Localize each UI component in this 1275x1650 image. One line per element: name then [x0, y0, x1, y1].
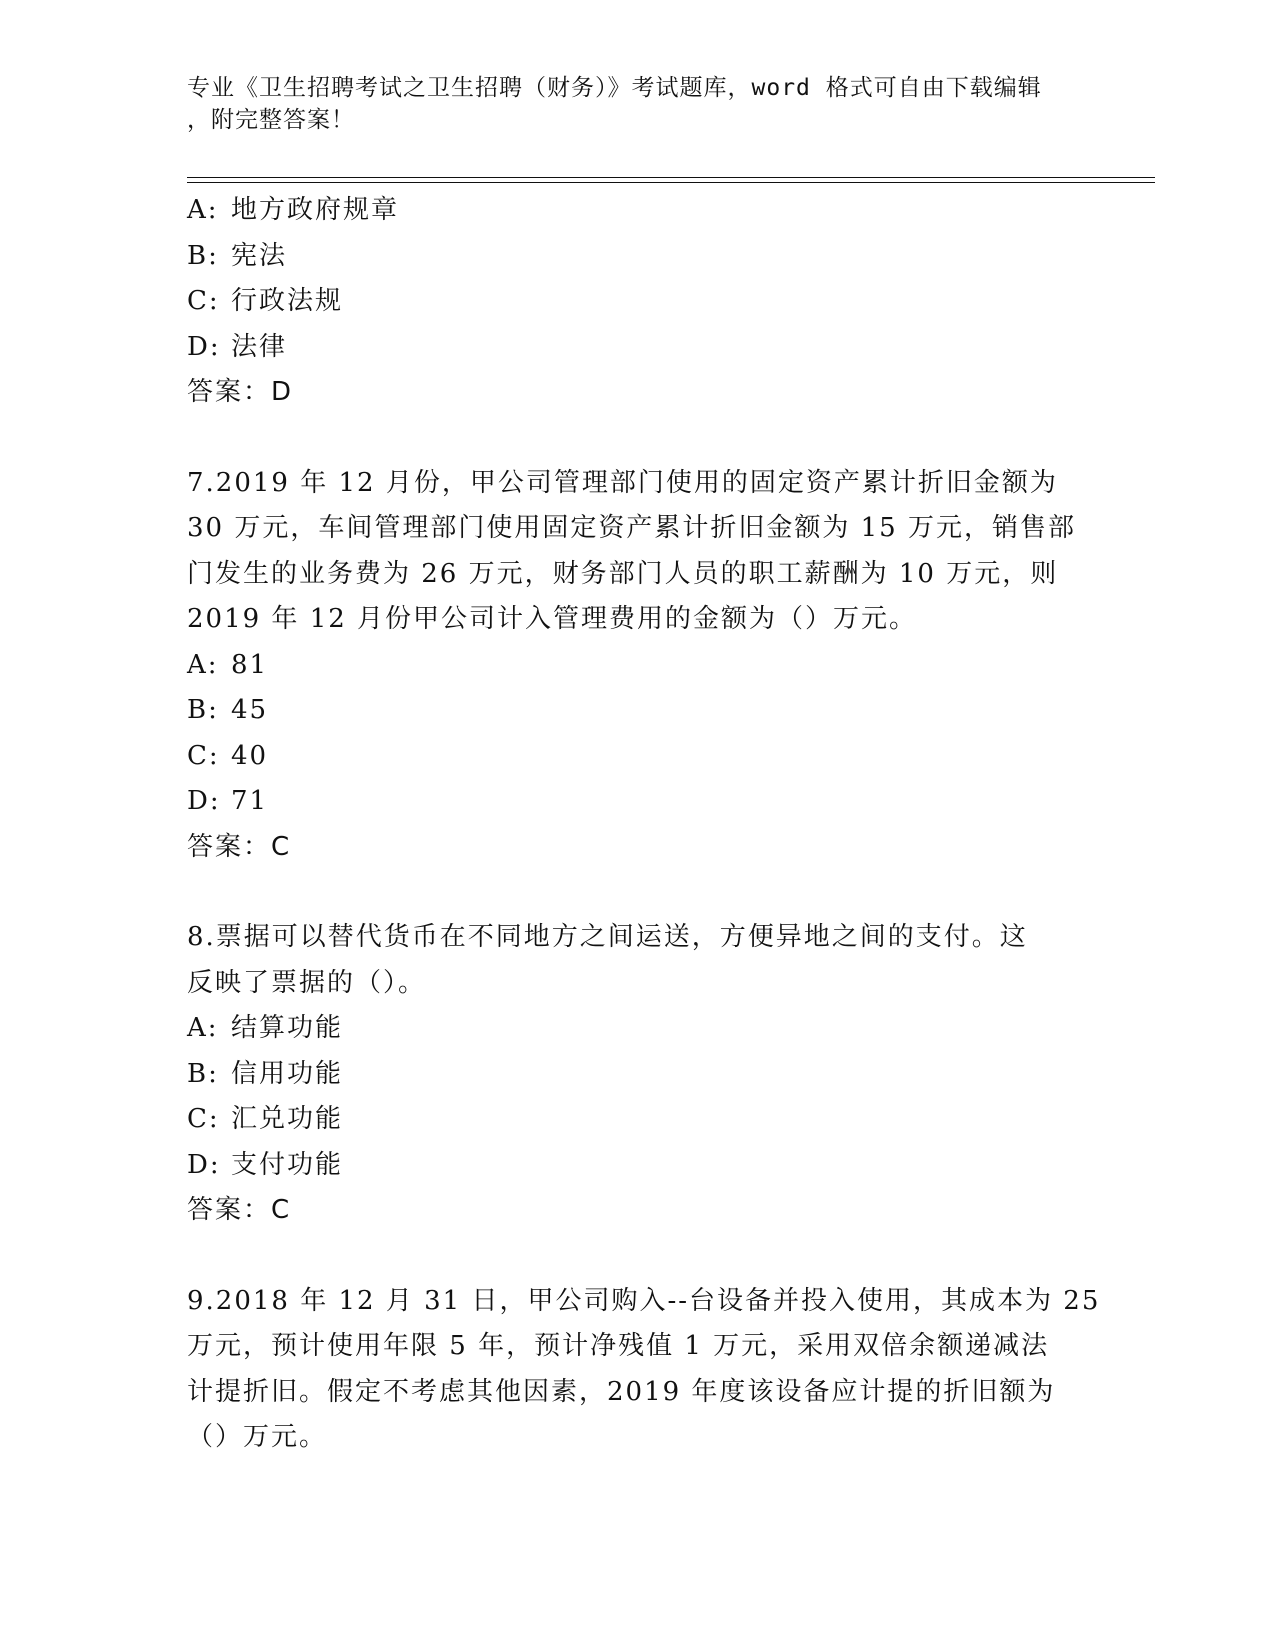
- answer-line: 答案：D: [187, 377, 294, 407]
- question-7: [187, 461, 1087, 871]
- option-text: 法律: [231, 331, 288, 362]
- document-header: [187, 72, 1067, 136]
- option-b: [187, 234, 1087, 280]
- option-key: B:: [187, 1058, 219, 1089]
- option-key: C:: [187, 286, 220, 316]
- option-text: 71: [231, 786, 269, 816]
- question-text-line: 计提折旧。假定不考虑其他因素，2019 年度该设备应计提的折旧额为: [187, 1376, 1056, 1407]
- option-text: 81: [231, 649, 269, 680]
- question-text-line: 2019 年 12 月份甲公司计入管理费用的金额为（）万元。: [187, 604, 918, 634]
- option-key: C:: [187, 1104, 220, 1134]
- option-text: 45: [231, 695, 269, 725]
- option-a: [187, 1006, 1087, 1052]
- option-key: A:: [187, 195, 219, 225]
- option-key: D:: [187, 331, 221, 362]
- option-key: A:: [187, 649, 219, 680]
- question-text-line: 万元，预计使用年限 5 年，预计净残值 1 万元，采用双倍余额递减法: [187, 1331, 1050, 1361]
- option-key: B:: [187, 695, 219, 725]
- option-d: [187, 325, 1087, 371]
- option-d: [187, 1143, 1087, 1189]
- option-text: 结算功能: [231, 1013, 344, 1043]
- option-d: [187, 779, 1087, 825]
- option-text: 支付功能: [231, 1149, 344, 1180]
- option-key: D:: [187, 1149, 221, 1180]
- option-c: [187, 734, 1087, 780]
- question-text-line: 门发生的业务费为 26 万元，财务部门人员的职工薪酬为 10 万元，则: [187, 558, 1059, 589]
- option-a: [187, 643, 1087, 689]
- previous-question-block: [187, 188, 1087, 416]
- header-divider-top: [187, 177, 1155, 178]
- option-b: [187, 688, 1087, 734]
- option-text: 汇兑功能: [231, 1104, 344, 1134]
- option-b: [187, 1052, 1087, 1098]
- option-text: 信用功能: [231, 1058, 344, 1089]
- option-key: B:: [187, 240, 219, 271]
- header-line-1: 专业《卫生招聘考试之卫生招聘（财务）》考试题库，word 格式可自由下载编辑: [187, 75, 1042, 101]
- document-body: [187, 188, 1101, 1461]
- option-key: A:: [187, 1013, 219, 1043]
- option-text: 宪法: [231, 240, 288, 271]
- option-c: [187, 279, 1087, 325]
- question-text-line: 反映了票据的（）。: [187, 967, 427, 998]
- option-text: 行政法规: [231, 286, 344, 316]
- question-text-line: （）万元。: [187, 1422, 328, 1452]
- answer-line: 答案：C: [187, 1195, 292, 1225]
- question-8: [187, 915, 1087, 1234]
- answer-line: 答案：C: [187, 831, 292, 862]
- option-a: [187, 188, 1087, 234]
- question-text-line: 8.票据可以替代货币在不同地方之间运送，方便异地之间的支付。这: [187, 922, 1028, 952]
- option-text: 40: [231, 740, 269, 771]
- question-text-line: 7.2019 年 12 月份，甲公司管理部门使用的固定资产累计折旧金额为: [187, 467, 1058, 498]
- question-text-line: 9.2018 年 12 月 31 日，甲公司购入--台设备并投入使用，其成本为 25: [187, 1285, 1101, 1316]
- option-key: C:: [187, 740, 220, 771]
- option-key: D:: [187, 786, 221, 816]
- option-c: [187, 1097, 1087, 1143]
- header-line-2: ，附完整答案！: [187, 107, 355, 133]
- option-text: 地方政府规章: [231, 195, 400, 225]
- question-9: [187, 1279, 1101, 1461]
- question-text-line: 30 万元，车间管理部门使用固定资产累计折旧金额为 15 万元，销售部: [187, 513, 1076, 543]
- header-divider-bottom: [187, 182, 1155, 183]
